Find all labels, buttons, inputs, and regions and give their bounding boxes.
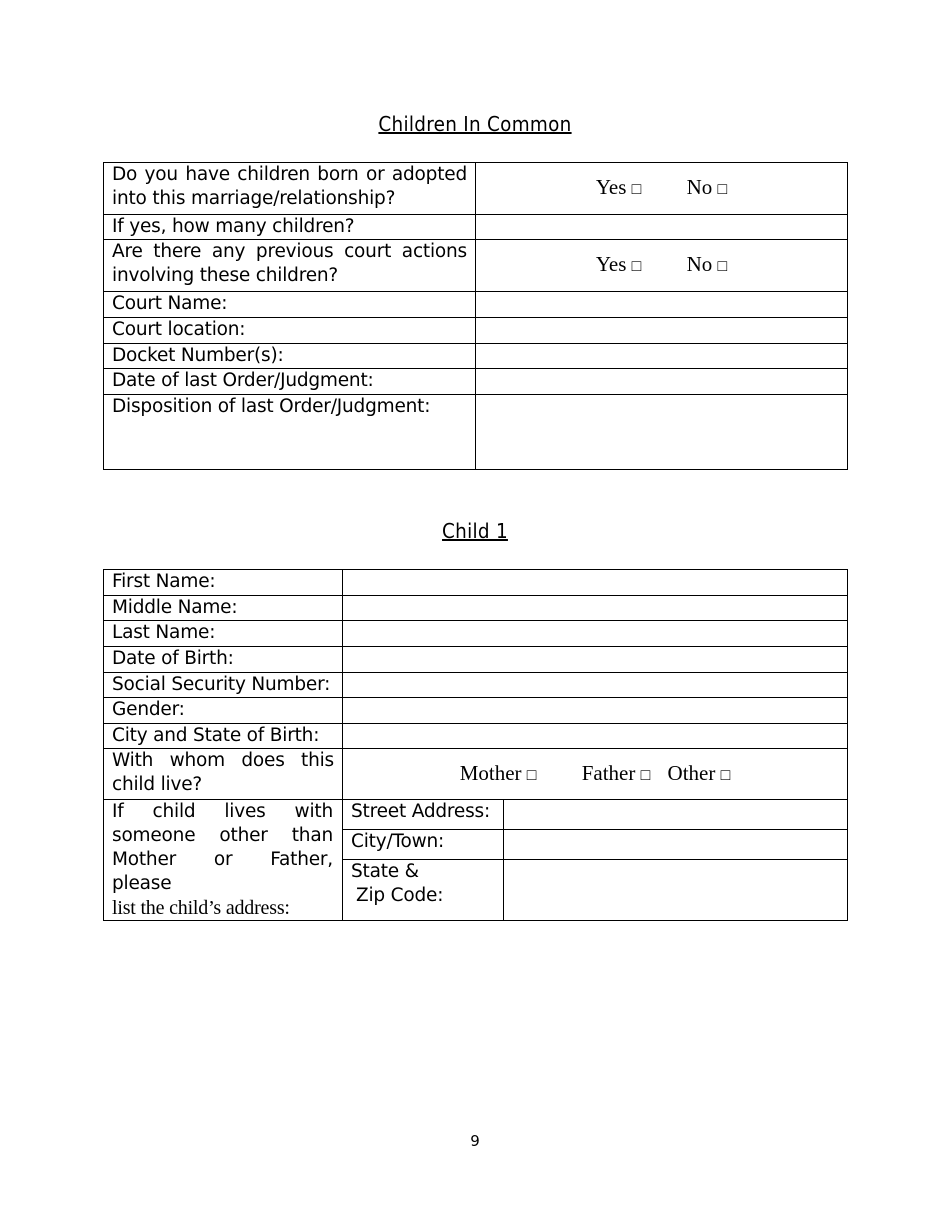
first-name-label: First Name: <box>104 570 343 596</box>
middle-name-label: Middle Name: <box>104 596 343 621</box>
dob-field[interactable] <box>343 647 848 673</box>
street-address-label: Street Address: <box>343 800 504 830</box>
question-children: Do you have children born or adopted into this marriage/relationship? <box>104 163 476 215</box>
alt-address-line: someone other than <box>112 825 333 846</box>
dob-label: Date of Birth: <box>104 647 343 673</box>
question-prev-actions: Are there any previous court actions involving these children? <box>104 240 476 292</box>
alt-address-line: Mother or Father, please <box>112 849 333 894</box>
city-town-field[interactable] <box>504 829 848 860</box>
last-name-field[interactable] <box>343 621 848 647</box>
checkbox-icon: □ <box>717 181 728 198</box>
children-yes-option[interactable]: Yes □ <box>595 175 642 199</box>
section-title-child-1: Child 1 <box>442 519 508 543</box>
checkbox-icon: □ <box>631 181 642 198</box>
other-option[interactable]: Other □ <box>667 760 731 785</box>
prev-actions-yes-option[interactable]: Yes □ <box>595 252 642 276</box>
court-name-label: Court Name: <box>104 292 476 318</box>
checkbox-icon: □ <box>717 258 728 275</box>
question-how-many: If yes, how many children? <box>104 215 476 240</box>
last-order-date-label: Date of last Order/Judgment: <box>104 369 476 395</box>
disposition-label: Disposition of last Order/Judgment: <box>104 395 476 470</box>
gender-label: Gender: <box>104 698 343 724</box>
alt-address-line: list the child’s address: <box>112 897 290 919</box>
first-name-field[interactable] <box>343 570 848 596</box>
docket-number-label: Docket Number(s): <box>104 344 476 369</box>
court-location-field[interactable] <box>476 318 848 344</box>
state-zip-label <box>343 860 504 921</box>
children-no-option[interactable]: No □ <box>686 175 728 199</box>
docket-number-field[interactable] <box>476 344 848 369</box>
ssn-field[interactable] <box>343 673 848 698</box>
section-title-children-in-common: Children In Common <box>378 112 572 136</box>
middle-name-field[interactable] <box>343 596 848 621</box>
state-label: State & <box>351 861 419 883</box>
lives-with-label: With whom does this child live? <box>104 749 343 800</box>
prev-actions-no-option[interactable]: No □ <box>686 252 728 276</box>
how-many-field[interactable] <box>476 215 848 240</box>
ssn-label: Social Security Number: <box>104 673 343 698</box>
city-town-label: City/Town: <box>343 829 504 860</box>
checkbox-icon: □ <box>631 258 642 275</box>
last-name-label: Last Name: <box>104 621 343 647</box>
disposition-field[interactable] <box>476 395 848 470</box>
court-location-label: Court location: <box>104 318 476 344</box>
prev-actions-yes-no <box>476 240 848 292</box>
birth-place-label: City and State of Birth: <box>104 724 343 749</box>
alt-address-line: If child lives with <box>112 801 333 822</box>
street-address-field[interactable] <box>504 800 848 830</box>
children-in-common-table <box>103 162 848 470</box>
child-1-table <box>103 569 848 921</box>
page-number: 9 <box>470 1132 480 1150</box>
checkbox-icon: □ <box>720 766 731 784</box>
father-option[interactable]: Father □ <box>581 760 651 785</box>
birth-place-field[interactable] <box>343 724 848 749</box>
last-order-date-field[interactable] <box>476 369 848 395</box>
gender-field[interactable] <box>343 698 848 724</box>
mother-option[interactable]: Mother □ <box>459 760 537 785</box>
children-yes-no <box>476 163 848 215</box>
lives-with-options <box>343 749 848 800</box>
checkbox-icon: □ <box>526 766 537 784</box>
checkbox-icon: □ <box>640 766 651 784</box>
zip-label: Zip Code: <box>356 885 444 907</box>
court-name-field[interactable] <box>476 292 848 318</box>
alt-address-label <box>104 800 343 921</box>
state-zip-field[interactable] <box>504 860 848 921</box>
